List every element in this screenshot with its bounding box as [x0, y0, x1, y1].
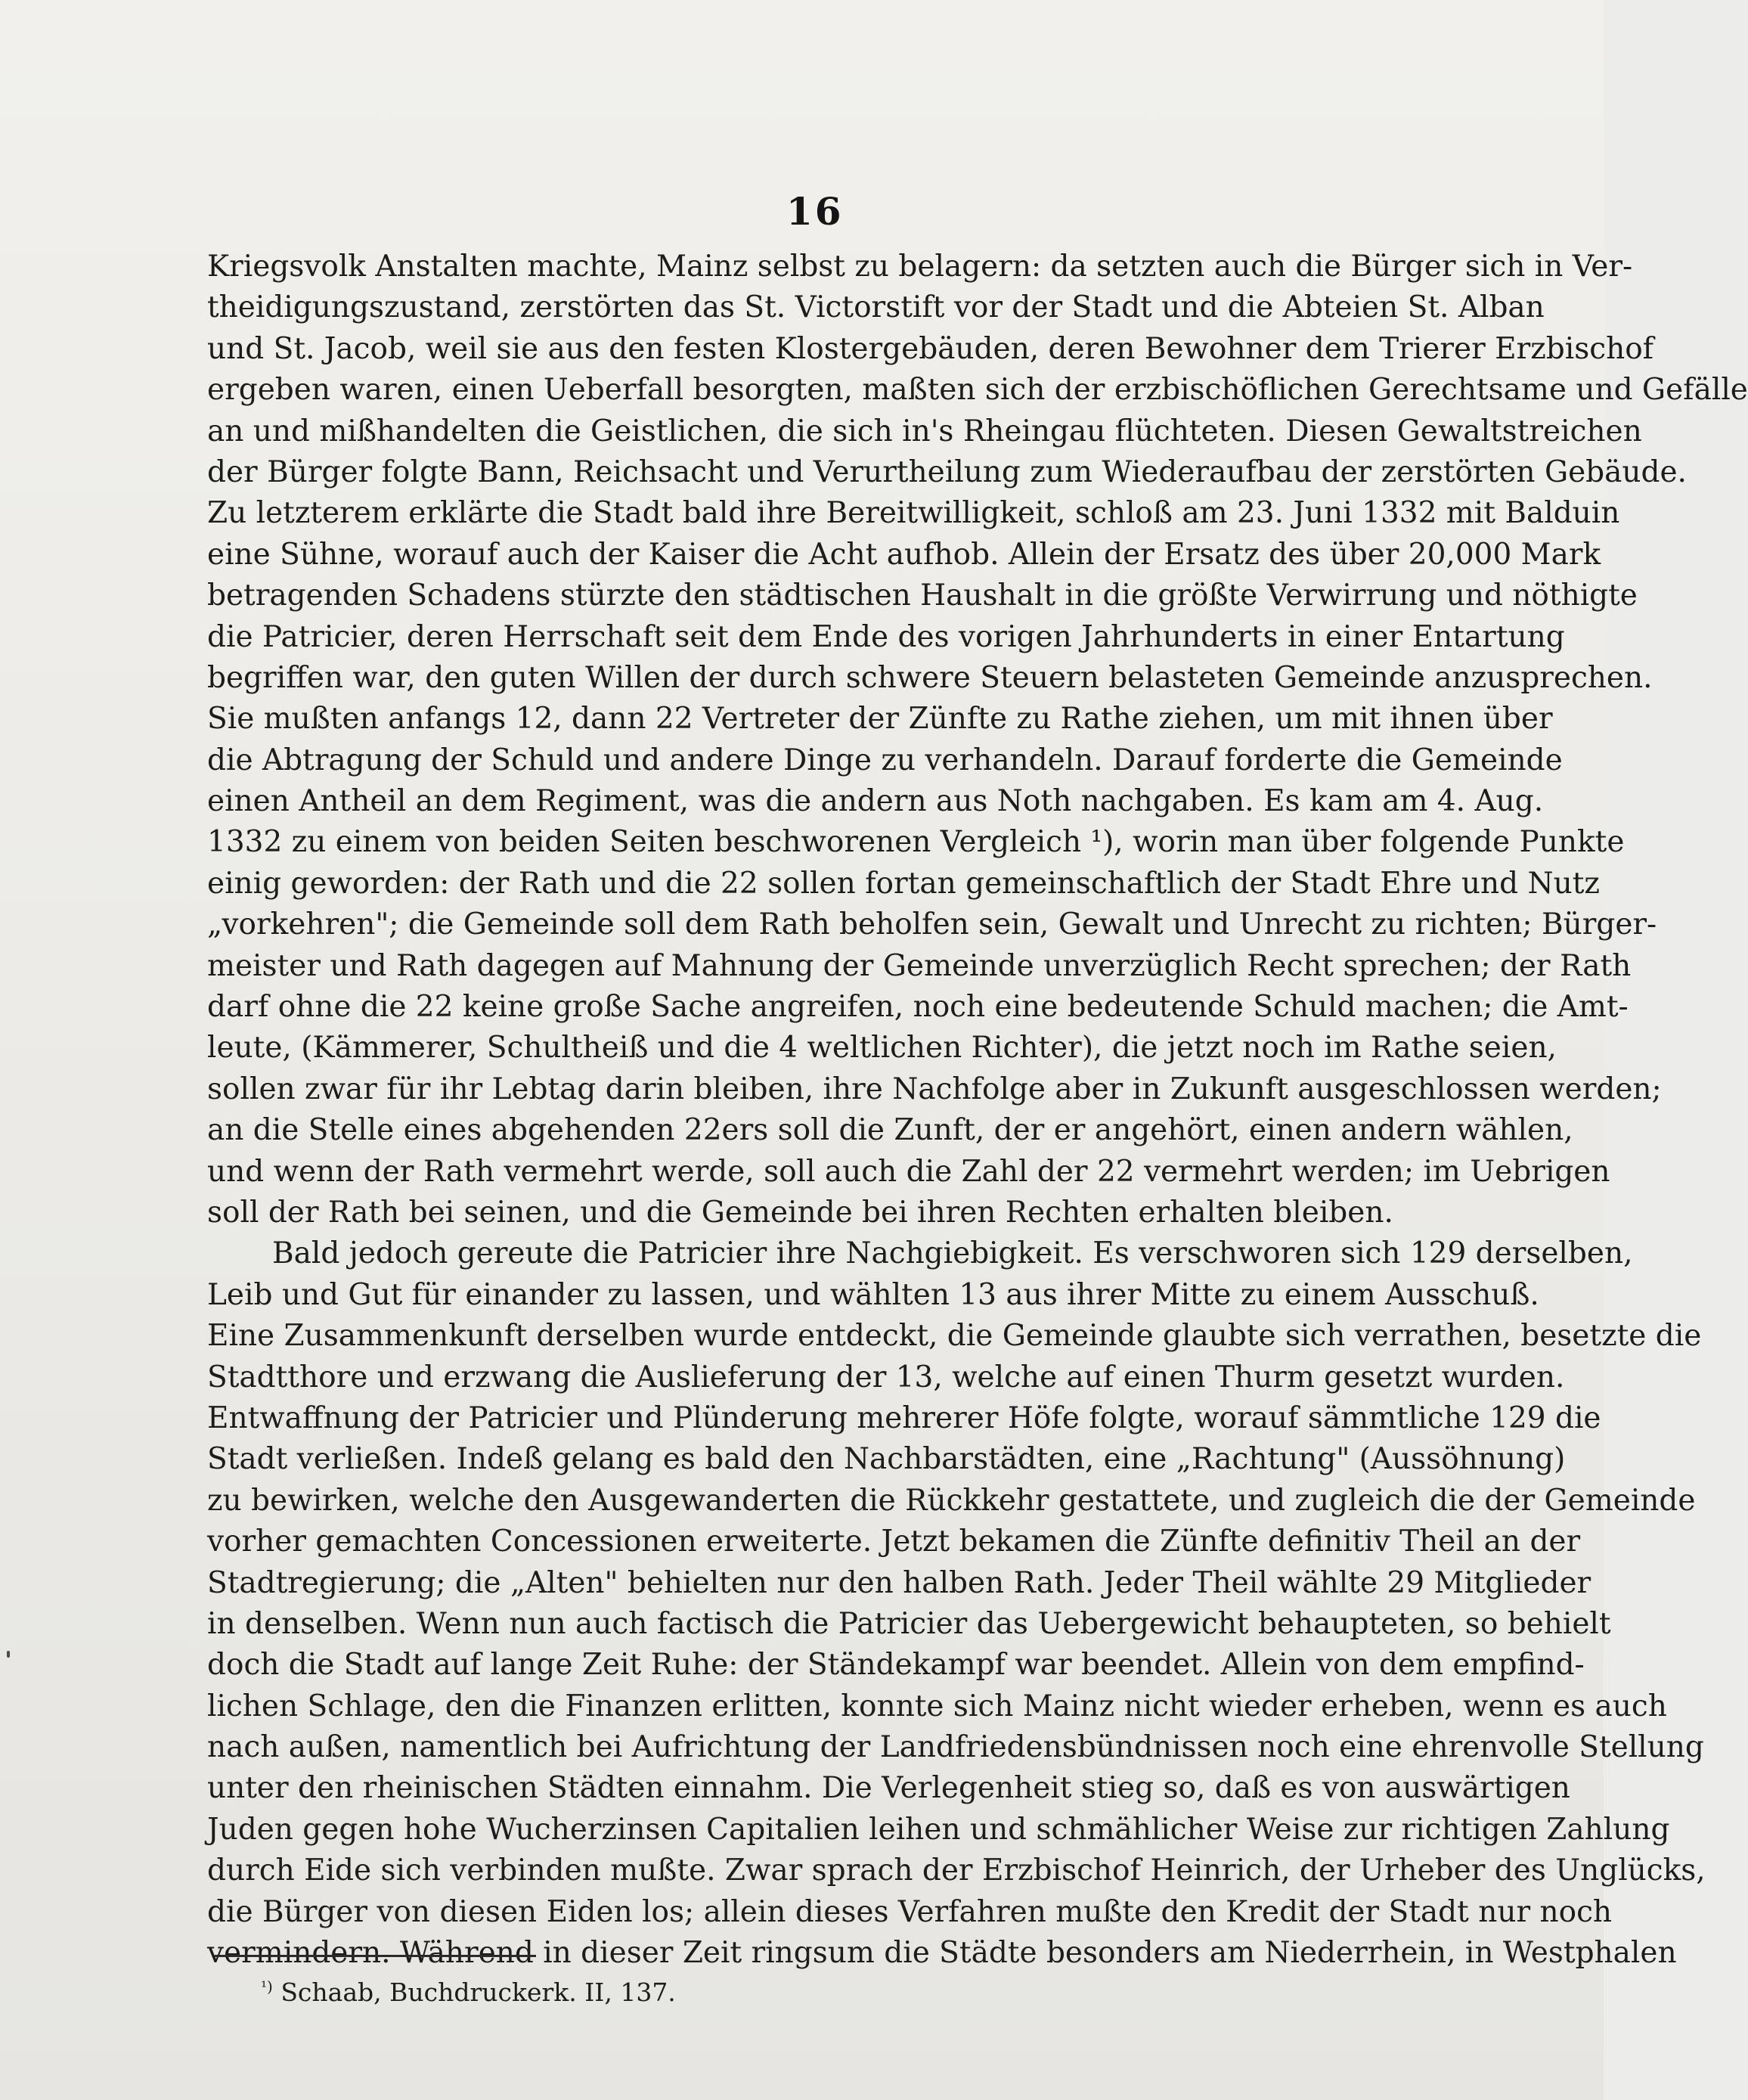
text-line: Bald jedoch gereute die Patricier ihre Nachgiebigkeit. Es verschworen sich 129 derselben, — [272, 1236, 1633, 1271]
text-line: soll der Rath bei seinen, und die Gemeinde bei ihren Rechten erhalten bleiben. — [207, 1195, 1393, 1230]
text-line: an und mißhandelten die Geistlichen, die sich in's Rheingau flüchteten. Diesen Gewaltstreichen — [207, 414, 1642, 448]
text-line: sollen zwar für ihr Lebtag darin bleiben, ihre Nachfolge aber in Zukunft ausgeschlossen werden; — [207, 1072, 1662, 1106]
text-line: an die Stelle eines abgehenden 22ers soll die Zunft, der er angehört, einen andern wählen, — [207, 1113, 1573, 1148]
margin-speck — [7, 1651, 10, 1658]
text-line: zu bewirken, welche den Ausgewanderten die Rückkehr gestattete, und zugleich die der Gemeinde — [207, 1483, 1696, 1518]
text-line: durch Eide sich verbinden mußte. Zwar sprach der Erzbischof Heinrich, der Urheber des Unglücks, — [207, 1853, 1706, 1888]
text-line: unter den rheinischen Städten einnahm. Die Verlegenheit stieg so, daß es von auswärtigen — [207, 1771, 1570, 1806]
footnote-marker: ¹) — [261, 1977, 273, 1996]
page-number: 16 — [786, 189, 844, 234]
text-line: ergeben waren, einen Ueberfall besorgten, maßten sich der erzbischöflichen Gerechtsame und Gefälle — [207, 373, 1748, 408]
text-line: Juden gegen hohe Wucherzinsen Capitalien leihen und schmählicher Weise zur richtigen Zahlung — [207, 1812, 1670, 1847]
text-line: darf ohne die 22 keine große Sache angreifen, noch eine bedeutende Schuld machen; die Amt- — [207, 990, 1629, 1025]
text-line: einen Antheil an dem Regiment, was die andern aus Noth nachgaben. Es kam am 4. Aug. — [207, 784, 1544, 819]
body-text — [207, 247, 1748, 1974]
text-line: Eine Zusammenkunft derselben wurde entdeckt, die Gemeinde glaubte sich verrathen, besetzte die — [207, 1319, 1702, 1354]
footnote-separator — [215, 1955, 536, 1957]
text-line: nach außen, namentlich bei Aufrichtung der Landfriedensbündnissen noch eine ehrenvolle Stellung — [207, 1730, 1704, 1765]
text-line: die Patricier, deren Herrschaft seit dem Ende des vorigen Jahrhunderts in einer Entartung — [207, 619, 1565, 654]
text-line: der Bürger folgte Bann, Reichsacht und Verurtheilung zum Wiederaufbau der zerstörten Gebäude. — [207, 454, 1687, 489]
text-line: Sie mußten anfangs 12, dann 22 Vertreter der Zünfte zu Rathe ziehen, um mit ihnen über — [207, 702, 1553, 737]
text-line: lichen Schlage, den die Finanzen erlitten, konnte sich Mainz nicht wieder erheben, wenn es auch — [207, 1689, 1667, 1723]
text-line: 1332 zu einem von beiden Seiten beschworenen Vergleich ¹), worin man über folgende Punkte — [207, 825, 1625, 860]
text-line: und St. Jacob, weil sie aus den festen Klostergebäuden, deren Bewohner dem Trierer Erzbischof — [207, 331, 1654, 366]
text-line: doch die Stadt auf lange Zeit Ruhe: der Ständekampf war beendet. Allein von dem empfind- — [207, 1648, 1585, 1683]
text-line: meister und Rath dagegen auf Mahnung der Gemeinde unverzüglich Recht sprechen; der Rath — [207, 948, 1632, 983]
text-line: Stadtthore und erzwang die Auslieferung der 13, welche auf einen Thurm gesetzt wurden. — [207, 1360, 1565, 1394]
text-line: Stadt verließen. Indeß gelang es bald den Nachbarstädten, eine „Rachtung" (Aussöhnung) — [207, 1442, 1566, 1477]
text-line: theidigungszustand, zerstörten das St. Victorstift vor der Stadt und die Abteien St. Alban — [207, 290, 1545, 325]
footnote-text: Schaab, Buchdruckerk. II, 137. — [280, 1977, 676, 2007]
text-line: eine Sühne, worauf auch der Kaiser die Acht aufhob. Allein der Ersatz des über 20,000 Mark — [207, 537, 1601, 572]
text-line: und wenn der Rath vermehrt werde, soll auch die Zahl der 22 vermehrt werden; im Uebrigen — [207, 1154, 1610, 1189]
text-line: begriffen war, den guten Willen der durch schwere Steuern belasteten Gemeinde anzusprechen. — [207, 660, 1653, 695]
text-line: vorher gemachten Concessionen erweiterte. Jetzt bekamen die Zünfte definitiv Theil an der — [207, 1525, 1581, 1559]
text-line: in denselben. Wenn nun auch factisch die Patricier das Uebergewicht behaupteten, so behielt — [207, 1606, 1611, 1641]
text-line: einig geworden: der Rath und die 22 sollen fortan gemeinschaftlich der Stadt Ehre und Nutz — [207, 866, 1600, 901]
text-line: Zu letzterem erklärte die Stadt bald ihre Bereitwilligkeit, schloß am 23. Juni 1332 mit Balduin — [207, 496, 1620, 531]
text-line: die Bürger von diesen Eiden los; allein dieses Verfahren mußte den Kredit der Stadt nur noch — [207, 1894, 1613, 1929]
text-line: Kriegsvolk Anstalten machte, Mainz selbst zu belagern: da setzten auch die Bürger sich in Ver- — [207, 250, 1633, 284]
text-line: „vorkehren"; die Gemeinde soll dem Rath beholfen sein, Gewalt und Unrecht zu richten; Bürger- — [207, 907, 1657, 942]
text-line: Entwaffnung der Patricier und Plünderung mehrerer Höfe folgte, worauf sämmtliche 129 die — [207, 1401, 1601, 1435]
text-line: vermindern. Während in dieser Zeit ringsum die Städte besonders am Niederrhein, in Westphalen — [207, 1936, 1677, 1971]
text-line: die Abtragung der Schuld und andere Dinge zu verhandeln. Darauf forderte die Gemeinde — [207, 743, 1563, 777]
text-line: Leib und Gut für einander zu lassen, und wählten 13 aus ihrer Mitte zu einem Ausschuß. — [207, 1277, 1539, 1312]
text-line: leute, (Kämmerer, Schultheiß und die 4 weltlichen Richter), die jetzt noch im Rathe seien, — [207, 1031, 1557, 1066]
text-line: betragenden Schadens stürzte den städtischen Haushalt in die größte Verwirrung und nöthigte — [207, 579, 1638, 613]
text-line: Stadtregierung; die „Alten" behielten nur den halben Rath. Jeder Theil wählte 29 Mitglieder — [207, 1565, 1591, 1600]
footnote — [261, 1970, 676, 2009]
